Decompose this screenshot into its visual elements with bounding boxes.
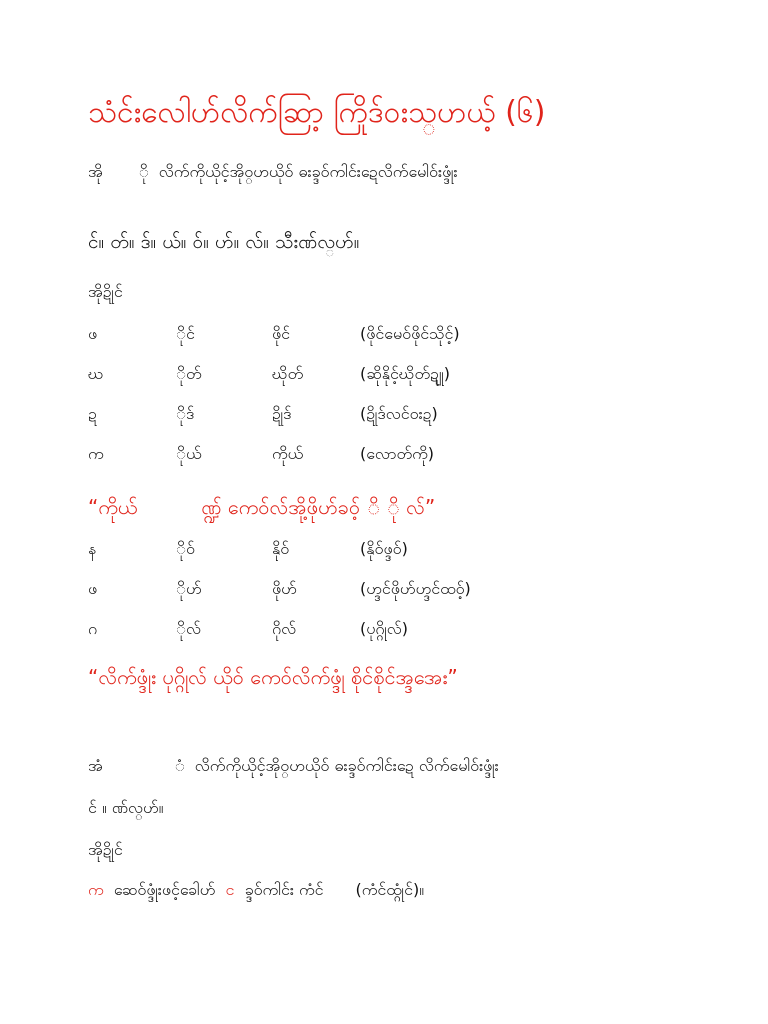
section-2-line <box>88 752 499 780</box>
example-label-2: အိုဍိုင် <box>88 840 123 859</box>
row-syllable: ဂိုလ် <box>272 619 297 638</box>
table-row <box>88 320 688 348</box>
row-vowel-final: ိုတ် <box>176 364 202 383</box>
intro-vowel-mark: ို <box>138 162 149 181</box>
table-row <box>88 400 688 428</box>
example-consonant-1: က <box>88 880 104 899</box>
example-consonant-2: င <box>225 880 235 899</box>
row-example-word: (ဍိုဒ်လင်ဝးဍ) <box>360 404 438 423</box>
intro-vowel-example: အို <box>88 162 103 181</box>
page-title: သံင်းလေါဟ်လိက်ဆြာ့ ကြိုဒ်ဝးသ္ဟယ့် (၆) <box>88 95 546 130</box>
row-example-word: (ဖိုင်မေဝ်ဖိုင်သိုင့်) <box>360 324 460 343</box>
row-consonant: ဍ <box>88 404 97 423</box>
row-syllable: ဖိုဟ် <box>272 579 297 598</box>
example-text-3: (ကံင်ထ္ဂုံင်)။ <box>355 880 425 899</box>
row-consonant: က <box>88 444 104 463</box>
example-label-1: အိုဍိုင် <box>88 282 123 301</box>
finals-line: င်။ တ်။ ဒ်။ ယ်။ ဝ်။ ဟ်။ လ်။ သီးဏ်လ္ဟ်။ <box>88 231 360 253</box>
table-row <box>88 440 688 468</box>
example-text-1: ဆေဝ်ဖ္ဒုံးဖင့်ခေါဟ် <box>113 880 216 899</box>
row-consonant: ဃ <box>88 364 104 383</box>
row-example-word: (နိုဝ်ဖ္ဒဝ်) <box>360 539 408 558</box>
table-row <box>88 615 688 643</box>
row-syllable: နိုဝ် <box>272 539 290 558</box>
table-row <box>88 360 688 388</box>
intro-text: လိက်ကိုယိုင့်အိုဝ္ဟယိုဝ် ဓးခ္ဒဝ်ကါင်းဍေလိက်မေါဝ်းဖ္ဒုံး <box>158 162 458 181</box>
row-vowel-final: ိုယ် <box>176 444 202 463</box>
row-consonant: ဖ <box>88 324 98 343</box>
row-syllable: ကိုယ် <box>272 444 304 463</box>
row-vowel-final: ိုဒ် <box>176 404 195 423</box>
table-row <box>88 535 688 563</box>
section-2-vowel-mark: ံ <box>174 756 185 775</box>
row-consonant: ဖ <box>88 579 98 598</box>
row-syllable: ဍိုဒ် <box>272 404 292 423</box>
example-text-2: ခ္ဒဝ်ကါင်း ကံင် <box>244 880 324 899</box>
row-consonant: ဂ <box>88 619 98 638</box>
example-line <box>88 876 424 904</box>
row-vowel-final: ိုဟ် <box>176 579 202 598</box>
row-example-word: (လောတ်ကို) <box>360 444 434 463</box>
section-2-text: လိက်ကိုယိုင့်အိုဝ္ဟယိုဝ် ဓးခ္ဒဝ်ကါင်းဍေ လိက်မေါဝ်းဖ္ဒုံး <box>194 756 499 775</box>
quote-1-word: “ကိုယ် <box>88 495 138 519</box>
row-example-word: (ဟ္ဒင်ဖိုဟ်ဟ္ဒင်ထဝ့်) <box>360 579 471 598</box>
finals-line-2: င် ။ ဏ်လ္ဟ်။ <box>88 798 164 817</box>
table-row <box>88 575 688 603</box>
row-example-word: (ပုဂ္ဂိုလ်) <box>360 619 409 638</box>
row-vowel-final: ိုလ် <box>176 619 201 638</box>
row-vowel-final: ိုဝ် <box>176 539 195 558</box>
row-syllable: ဖိုင် <box>272 324 291 343</box>
row-vowel-final: ိုင် <box>176 324 195 343</box>
section-2-vowel-example: အံ <box>88 756 103 775</box>
row-consonant: န <box>88 539 97 558</box>
intro-line <box>88 158 458 186</box>
row-syllable: ဃိုတ် <box>272 364 304 383</box>
quote-1-text: ဏ္ဍ် ကေဝ်လ်အို့ဖိုဟ်ခဝ့် ိ ို လ်” <box>201 495 436 519</box>
highlight-quote-1 <box>88 490 435 524</box>
row-example-word: (ဆိုနိုင့်ဃိုတ်ဍျု) <box>360 364 450 383</box>
highlight-quote-2: “လိက်ဖ္ဒုံး ပုဂ္ဂိုလ် ယိုဝ် ကေဝ်လိက်ဖ္ဒုံ စိုင်စိုင်အ္ဒအေး” <box>88 665 458 689</box>
